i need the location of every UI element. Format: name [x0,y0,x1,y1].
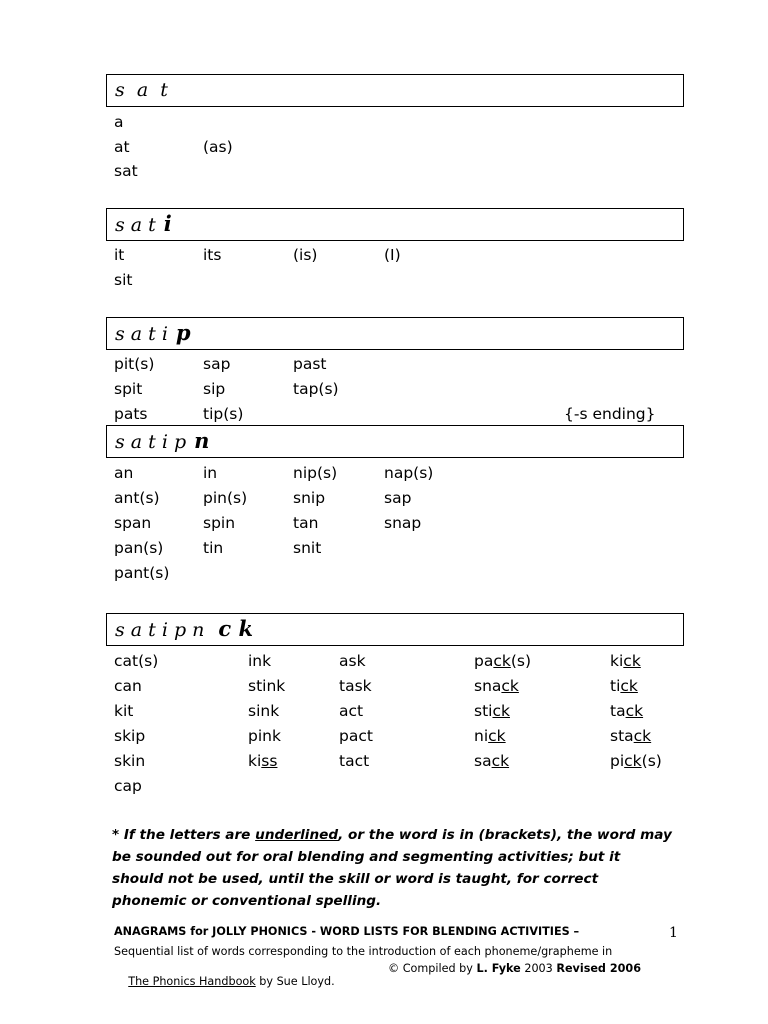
word: in [203,464,218,482]
word: nip(s) [293,464,338,482]
word: pack(s) [474,652,532,670]
word: sat [114,162,138,180]
header-letters: s a t i [115,323,168,345]
word: snit [293,539,322,557]
word: tap(s) [293,380,339,398]
word: snack [474,677,519,695]
word: nap(s) [384,464,434,482]
word: a [114,113,124,131]
section-header-sat [106,74,684,107]
word: pact [339,727,373,745]
header-new-letter: p [175,320,191,345]
word: ant(s) [114,489,160,507]
word: its [203,246,222,264]
header-new-letter: c k [218,616,254,641]
section-header-sati [106,208,684,241]
footer-description: Sequential list of words corresponding to the introduction of each phoneme/grapheme in [114,945,613,958]
instruction-note: * If the letters are underlined, or the word is in (brackets), the word may be sounded out for oral blending and segmenting activities; but it should not be used, until the skill or word is taught, for correct phonemic or conventional spelling. [112,827,672,909]
word: (I) [384,246,401,264]
word: pit(s) [114,355,155,373]
word: sap [384,489,412,507]
word: sip [203,380,226,398]
page-number: 1 [669,925,678,941]
word: sap [203,355,231,373]
word: kick [610,652,641,670]
word: kit [114,702,134,720]
word: stink [248,677,286,695]
word: pick(s) [610,752,662,770]
word: snap [384,514,422,532]
word: tick [610,677,638,695]
s-ending-note: {-s ending} [564,405,656,423]
word: pant(s) [114,564,170,582]
word: pats [114,405,148,423]
word: sit [114,271,133,289]
word: (as) [203,138,233,156]
word: at [114,138,130,156]
word: tan [293,514,319,532]
header-letters: s a t [115,79,168,101]
word: ink [248,652,272,670]
word: skin [114,752,146,770]
word: kiss [248,752,278,770]
word: stick [474,702,510,720]
word: pin(s) [203,489,248,507]
book-title: The Phonics Handbook [128,975,256,988]
header-letters: s a t i p n [115,619,205,641]
word: snip [293,489,326,507]
word: task [339,677,372,695]
word: tin [203,539,224,557]
word: span [114,514,152,532]
header-new-letter: n [194,428,210,453]
word: can [114,677,142,695]
header-new-letter: i [163,211,172,236]
word: sink [248,702,280,720]
compiled-by: © Compiled by L. Fyke 2003 Revised 2006 [388,962,641,975]
footer-credits: The Phonics Handbook by Sue Lloyd. © Compiled by L. Fyke 2003 Revised 2006 [128,962,641,988]
word: spit [114,380,143,398]
word: sack [474,752,510,770]
header-letters: s a t [115,214,156,236]
word: act [339,702,364,720]
word: (is) [293,246,318,264]
footer-title: ANAGRAMS for JOLLY PHONICS - WORD LISTS FOR BLENDING ACTIVITIES – [114,925,580,938]
word: pan(s) [114,539,164,557]
word: spin [203,514,236,532]
word: cap [114,777,142,795]
word: cat(s) [114,652,159,670]
word: tact [339,752,370,770]
word: tack [610,702,644,720]
word: pink [248,727,281,745]
word: stack [610,727,652,745]
word: ask [339,652,366,670]
section-header-satipn [106,425,684,458]
word: tip(s) [203,405,244,423]
word: past [293,355,327,373]
word: an [114,464,134,482]
header-letters: s a t i p [115,431,187,453]
section-header-satipnck [106,613,684,646]
word: nick [474,727,506,745]
section-header-satip [106,317,684,350]
word: skip [114,727,146,745]
word: it [114,246,125,264]
